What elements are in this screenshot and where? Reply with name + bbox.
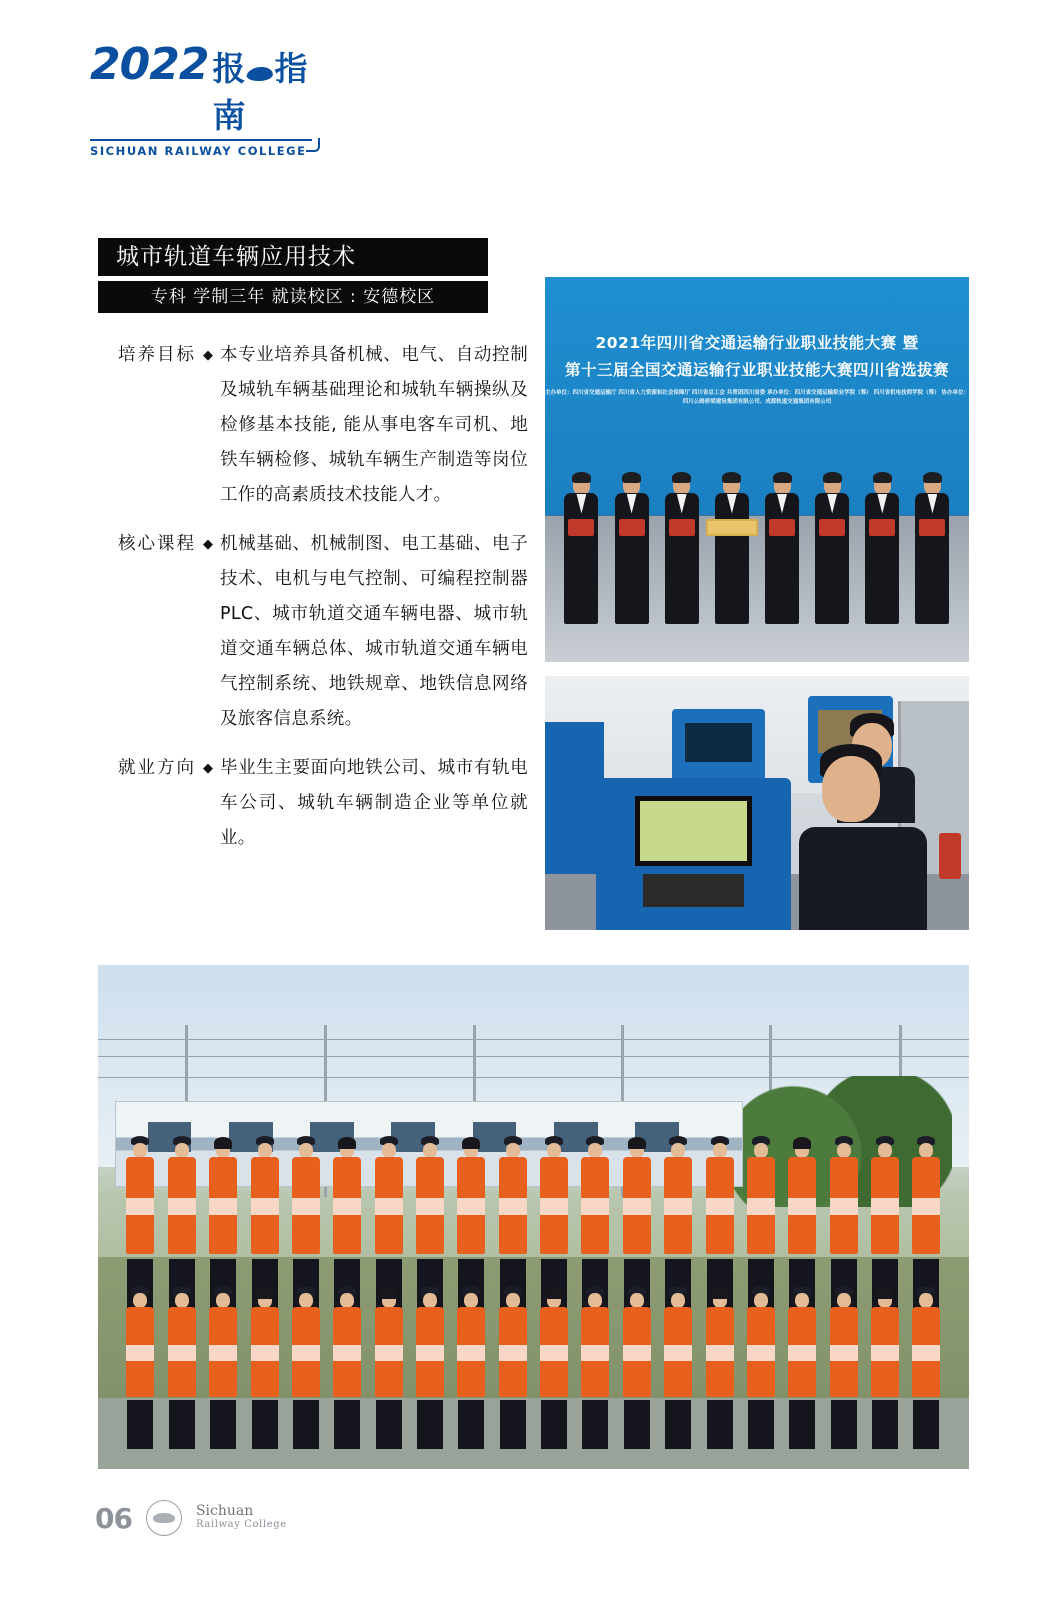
person — [813, 475, 852, 624]
student — [662, 1136, 695, 1311]
bullet-arrow-icon: ◆ — [203, 761, 213, 776]
student — [124, 1136, 157, 1311]
info-text: 本专业培养具备机械、电气、自动控制及城轨车辆基础理论和城轨车辆操纵及检修基本技能, 能从事电客车司机、地铁车辆检修、城轨车辆生产制造等岗位工作的高素质技术技能人才。 — [220, 345, 528, 505]
footer-college-name — [196, 1504, 287, 1532]
student — [414, 1136, 447, 1311]
student-row-back — [124, 1136, 943, 1311]
page-number: 06 — [95, 1501, 132, 1535]
award-banner-line2: 第十三届全国交通运输行业职业技能大赛四川省选拔赛 — [564, 360, 949, 379]
student — [910, 1136, 943, 1311]
fire-extinguisher-icon — [939, 833, 961, 879]
info-text: 机械基础、机械制图、电工基础、电子技术、电机与电气控制、可编程控制器PLC、城市轨道交通车辆电器、城市轨道交通车辆总体、城市轨道交通车辆电气控制系统、地铁规章、地铁信息网络及旅客信息系统。 — [220, 534, 528, 729]
student — [579, 1136, 612, 1311]
student — [165, 1286, 198, 1448]
driver-console — [596, 778, 791, 930]
student — [496, 1136, 529, 1311]
student — [331, 1136, 364, 1311]
student — [372, 1286, 405, 1448]
person — [763, 475, 802, 624]
student — [827, 1136, 860, 1311]
student — [165, 1136, 198, 1311]
student — [372, 1136, 405, 1311]
student — [910, 1286, 943, 1448]
student-row-front — [124, 1286, 943, 1448]
info-label: 就业方向 — [118, 758, 196, 778]
student — [538, 1136, 571, 1311]
student — [703, 1136, 736, 1311]
award-banner — [545, 331, 969, 407]
student — [620, 1286, 653, 1448]
student — [248, 1286, 281, 1448]
award-recipients — [562, 450, 952, 623]
student — [496, 1286, 529, 1448]
student — [248, 1136, 281, 1311]
student — [745, 1286, 778, 1448]
person — [662, 475, 701, 624]
bullet-arrow-icon: ◆ — [203, 537, 213, 552]
student — [455, 1286, 488, 1448]
trainee — [799, 732, 926, 930]
photo-simulator-training — [545, 676, 969, 930]
student — [207, 1136, 240, 1311]
swoosh-icon — [246, 67, 275, 81]
person — [612, 475, 651, 624]
person — [913, 475, 952, 624]
person — [712, 475, 751, 624]
info-label: 核心课程 — [118, 534, 196, 554]
student — [620, 1136, 653, 1311]
student-group — [124, 1136, 943, 1448]
student — [703, 1286, 736, 1448]
student — [662, 1286, 695, 1448]
student — [538, 1286, 571, 1448]
student — [414, 1286, 447, 1448]
info-text: 毕业生主要面向地铁公司、城市有轨电车公司、城轨车辆制造企业等单位就业。 — [220, 758, 528, 848]
photo-award-ceremony — [545, 277, 969, 662]
console-keypad — [643, 874, 744, 908]
student — [745, 1136, 778, 1311]
logo-english-title: SICHUAN RAILWAY COLLEGE — [90, 139, 312, 158]
student — [827, 1286, 860, 1448]
info-label: 培养目标 — [118, 345, 196, 365]
student — [290, 1286, 323, 1448]
student — [124, 1286, 157, 1448]
program-info-list — [98, 338, 528, 870]
logo-year: 2022 — [90, 39, 209, 90]
footer-name-line2: Railway College — [195, 1519, 287, 1530]
college-seal-icon — [146, 1500, 182, 1536]
student — [869, 1136, 902, 1311]
award-banner-line1: 2021年四川省交通运输行业职业技能大赛 暨 — [595, 333, 919, 352]
page-footer — [95, 1500, 287, 1536]
student — [579, 1286, 612, 1448]
student — [869, 1286, 902, 1448]
info-row-courses — [98, 527, 528, 737]
student — [786, 1136, 819, 1311]
page-title: 城市轨道车辆应用技术 — [98, 238, 488, 276]
info-row-careers — [98, 751, 528, 856]
student — [331, 1286, 364, 1448]
student — [455, 1136, 488, 1311]
program-subtitle: 专科 学制三年 就读校区 : 安德校区 — [98, 281, 488, 313]
person — [562, 475, 601, 624]
award-banner-line3: 主办单位：四川省交通运输厅 四川省人力资源和社会保障厅 四川省总工会 共青团四川省委 承办单位：四川省交通运输职业学院（筹） 四川省机电技师学院（筹） 协办单位：四川公路桥梁建设集团有限公司、成都轨道交通集团有限公司 — [545, 389, 969, 405]
cab-panel-middle — [672, 709, 765, 785]
student — [207, 1286, 240, 1448]
photo-class-group — [98, 965, 969, 1469]
bullet-arrow-icon: ◆ — [203, 348, 213, 363]
footer-name-line1: Sichuan — [195, 1503, 254, 1519]
student — [786, 1286, 819, 1448]
person — [863, 475, 902, 624]
console-screen — [635, 796, 752, 866]
student — [290, 1136, 323, 1311]
info-row-objective — [98, 338, 528, 513]
masthead-logo — [90, 39, 330, 158]
logo-chinese-title: 报 指南 — [212, 49, 309, 135]
